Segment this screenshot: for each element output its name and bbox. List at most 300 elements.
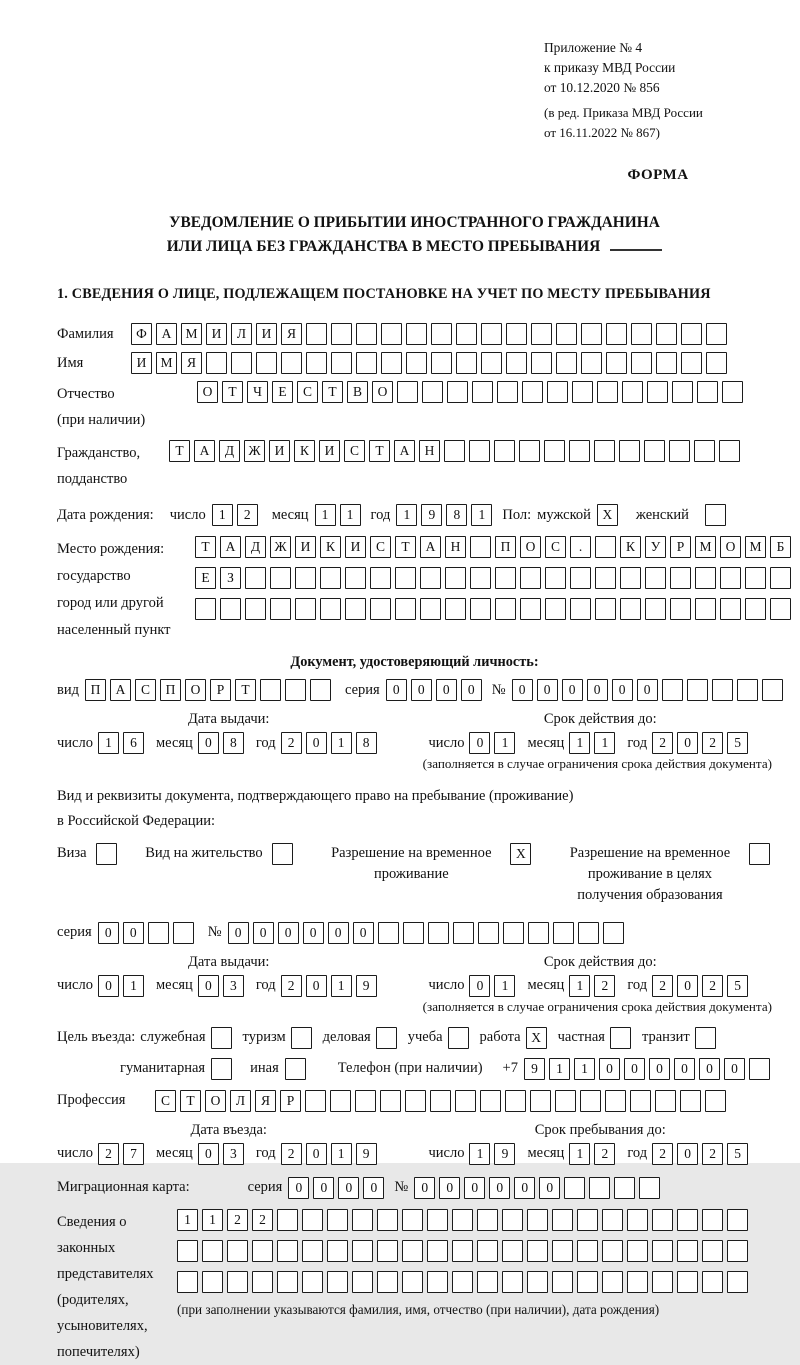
birth-place-char-cell[interactable] bbox=[695, 567, 716, 589]
profession-char-cell[interactable] bbox=[505, 1090, 526, 1112]
doc-type-char-cell[interactable] bbox=[260, 679, 281, 701]
profession-char-cell[interactable] bbox=[530, 1090, 551, 1112]
res-issue-month-cell[interactable]: 3 bbox=[223, 975, 244, 997]
birth-place-char-cell[interactable]: З bbox=[220, 567, 241, 589]
profession-char-cell[interactable] bbox=[605, 1090, 626, 1112]
representative-char-cell[interactable] bbox=[277, 1240, 298, 1262]
residence-permit-cell[interactable] bbox=[272, 843, 293, 865]
representative-char-cell[interactable] bbox=[227, 1271, 248, 1293]
profession-char-cell[interactable] bbox=[405, 1090, 426, 1112]
doc-number-cell[interactable] bbox=[662, 679, 683, 701]
birth-place-char-cell[interactable]: Б bbox=[770, 536, 791, 558]
representative-char-cell[interactable] bbox=[652, 1209, 673, 1231]
doc-number-cell[interactable] bbox=[737, 679, 758, 701]
stay-year-cell[interactable]: 5 bbox=[727, 1143, 748, 1165]
citizenship-char-cell[interactable] bbox=[519, 440, 540, 462]
representative-char-cell[interactable] bbox=[327, 1209, 348, 1231]
citizenship-char-cell[interactable]: А bbox=[394, 440, 415, 462]
birth-place-char-cell[interactable] bbox=[220, 598, 241, 620]
res-issue-year-cell[interactable]: 2 bbox=[281, 975, 302, 997]
res-number-cell[interactable]: 0 bbox=[253, 922, 274, 944]
patronymic-char-cell[interactable]: О bbox=[372, 381, 393, 403]
patronymic-char-cell[interactable]: Е bbox=[272, 381, 293, 403]
citizenship-char-cell[interactable]: Т bbox=[169, 440, 190, 462]
doc-type-char-cell[interactable]: Р bbox=[210, 679, 231, 701]
purpose-cell[interactable] bbox=[285, 1058, 306, 1080]
surname-char-cell[interactable]: Ф bbox=[131, 323, 152, 345]
representative-char-cell[interactable] bbox=[727, 1271, 748, 1293]
stay-day-cell[interactable]: 1 bbox=[469, 1143, 490, 1165]
birth-place-char-cell[interactable]: Т bbox=[395, 536, 416, 558]
surname-char-cell[interactable] bbox=[381, 323, 402, 345]
representative-char-cell[interactable] bbox=[527, 1240, 548, 1262]
mc-series-cell[interactable]: 0 bbox=[338, 1177, 359, 1199]
representative-char-cell[interactable] bbox=[652, 1271, 673, 1293]
birth-place-char-cell[interactable] bbox=[295, 598, 316, 620]
doc-number-cell[interactable]: 0 bbox=[612, 679, 633, 701]
res-issue-year-cell[interactable]: 9 bbox=[356, 975, 377, 997]
surname-char-cell[interactable] bbox=[481, 323, 502, 345]
representative-char-cell[interactable] bbox=[527, 1271, 548, 1293]
citizenship-char-cell[interactable] bbox=[719, 440, 740, 462]
purpose-cell[interactable] bbox=[376, 1027, 397, 1049]
representative-char-cell[interactable] bbox=[477, 1209, 498, 1231]
representative-char-cell[interactable] bbox=[402, 1271, 423, 1293]
birth-place-char-cell[interactable]: И bbox=[295, 536, 316, 558]
given-name-char-cell[interactable] bbox=[206, 352, 227, 374]
profession-char-cell[interactable] bbox=[305, 1090, 326, 1112]
representative-char-cell[interactable]: 1 bbox=[177, 1209, 198, 1231]
res-expiry-year-cell[interactable]: 0 bbox=[677, 975, 698, 997]
mc-number-cell[interactable]: 0 bbox=[489, 1177, 510, 1199]
given-name-char-cell[interactable] bbox=[631, 352, 652, 374]
patronymic-char-cell[interactable] bbox=[447, 381, 468, 403]
birth-place-char-cell[interactable]: С bbox=[370, 536, 391, 558]
representative-char-cell[interactable] bbox=[627, 1209, 648, 1231]
citizenship-char-cell[interactable] bbox=[644, 440, 665, 462]
patronymic-char-cell[interactable]: Т bbox=[322, 381, 343, 403]
representative-char-cell[interactable] bbox=[702, 1271, 723, 1293]
birth-month-cell[interactable]: 1 bbox=[340, 504, 361, 526]
representative-char-cell[interactable] bbox=[452, 1271, 473, 1293]
citizenship-char-cell[interactable]: А bbox=[194, 440, 215, 462]
representative-char-cell[interactable] bbox=[727, 1240, 748, 1262]
birth-place-char-cell[interactable] bbox=[320, 567, 341, 589]
patronymic-char-cell[interactable] bbox=[497, 381, 518, 403]
citizenship-char-cell[interactable] bbox=[694, 440, 715, 462]
surname-char-cell[interactable] bbox=[706, 323, 727, 345]
stay-year-cell[interactable]: 0 bbox=[677, 1143, 698, 1165]
birth-place-char-cell[interactable] bbox=[345, 567, 366, 589]
representative-char-cell[interactable] bbox=[502, 1240, 523, 1262]
purpose-cell[interactable] bbox=[448, 1027, 469, 1049]
surname-char-cell[interactable] bbox=[606, 323, 627, 345]
birth-place-char-cell[interactable] bbox=[545, 598, 566, 620]
res-number-cell[interactable] bbox=[453, 922, 474, 944]
representative-char-cell[interactable] bbox=[427, 1271, 448, 1293]
given-name-char-cell[interactable] bbox=[506, 352, 527, 374]
doc-expiry-month-cell[interactable]: 1 bbox=[569, 732, 590, 754]
mc-number-cell[interactable]: 0 bbox=[439, 1177, 460, 1199]
representative-char-cell[interactable] bbox=[652, 1240, 673, 1262]
birth-place-char-cell[interactable] bbox=[395, 598, 416, 620]
representative-char-cell[interactable] bbox=[477, 1271, 498, 1293]
citizenship-char-cell[interactable]: Ж bbox=[244, 440, 265, 462]
mc-number-cell[interactable] bbox=[589, 1177, 610, 1199]
surname-char-cell[interactable] bbox=[406, 323, 427, 345]
mc-number-cell[interactable] bbox=[614, 1177, 635, 1199]
profession-char-cell[interactable] bbox=[580, 1090, 601, 1112]
given-name-char-cell[interactable] bbox=[606, 352, 627, 374]
phone-digit-cell[interactable]: 0 bbox=[724, 1058, 745, 1080]
surname-char-cell[interactable] bbox=[456, 323, 477, 345]
res-issue-day-cell[interactable]: 1 bbox=[123, 975, 144, 997]
birth-year-cell[interactable]: 1 bbox=[396, 504, 417, 526]
representative-char-cell[interactable] bbox=[702, 1240, 723, 1262]
representative-char-cell[interactable] bbox=[627, 1240, 648, 1262]
citizenship-char-cell[interactable] bbox=[569, 440, 590, 462]
phone-digit-cell[interactable]: 0 bbox=[649, 1058, 670, 1080]
representative-char-cell[interactable] bbox=[627, 1271, 648, 1293]
given-name-char-cell[interactable] bbox=[356, 352, 377, 374]
given-name-char-cell[interactable] bbox=[556, 352, 577, 374]
birth-place-char-cell[interactable] bbox=[645, 567, 666, 589]
citizenship-char-cell[interactable]: И bbox=[319, 440, 340, 462]
doc-type-char-cell[interactable] bbox=[310, 679, 331, 701]
doc-number-cell[interactable] bbox=[762, 679, 783, 701]
patronymic-char-cell[interactable]: О bbox=[197, 381, 218, 403]
res-expiry-year-cell[interactable]: 2 bbox=[702, 975, 723, 997]
birth-place-char-cell[interactable] bbox=[495, 598, 516, 620]
doc-type-char-cell[interactable]: П bbox=[160, 679, 181, 701]
doc-issue-day-cell[interactable]: 6 bbox=[123, 732, 144, 754]
given-name-char-cell[interactable] bbox=[481, 352, 502, 374]
given-name-char-cell[interactable]: М bbox=[156, 352, 177, 374]
given-name-char-cell[interactable] bbox=[406, 352, 427, 374]
profession-char-cell[interactable]: О bbox=[205, 1090, 226, 1112]
birth-place-char-cell[interactable] bbox=[545, 567, 566, 589]
birth-place-char-cell[interactable]: П bbox=[495, 536, 516, 558]
doc-issue-year-cell[interactable]: 8 bbox=[356, 732, 377, 754]
purpose-cell[interactable] bbox=[291, 1027, 312, 1049]
doc-expiry-month-cell[interactable]: 1 bbox=[594, 732, 615, 754]
birth-place-char-cell[interactable] bbox=[670, 598, 691, 620]
mc-number-cell[interactable]: 0 bbox=[514, 1177, 535, 1199]
res-number-cell[interactable]: 0 bbox=[278, 922, 299, 944]
entry-year-cell[interactable]: 1 bbox=[331, 1143, 352, 1165]
phone-digit-cell[interactable]: 1 bbox=[549, 1058, 570, 1080]
birth-place-char-cell[interactable] bbox=[570, 567, 591, 589]
res-expiry-month-cell[interactable]: 1 bbox=[569, 975, 590, 997]
representative-char-cell[interactable] bbox=[177, 1240, 198, 1262]
res-number-cell[interactable]: 0 bbox=[228, 922, 249, 944]
representative-char-cell[interactable] bbox=[602, 1209, 623, 1231]
birth-place-char-cell[interactable] bbox=[670, 567, 691, 589]
representative-char-cell[interactable] bbox=[377, 1240, 398, 1262]
res-series-cell[interactable] bbox=[173, 922, 194, 944]
representative-char-cell[interactable] bbox=[452, 1240, 473, 1262]
representative-char-cell[interactable] bbox=[252, 1271, 273, 1293]
birth-place-char-cell[interactable] bbox=[720, 598, 741, 620]
citizenship-char-cell[interactable] bbox=[494, 440, 515, 462]
birth-place-char-cell[interactable] bbox=[370, 598, 391, 620]
res-number-cell[interactable] bbox=[603, 922, 624, 944]
representative-char-cell[interactable] bbox=[577, 1209, 598, 1231]
patronymic-char-cell[interactable] bbox=[397, 381, 418, 403]
profession-char-cell[interactable] bbox=[455, 1090, 476, 1112]
sex-male-cell[interactable]: X bbox=[597, 504, 618, 526]
purpose-cell[interactable] bbox=[610, 1027, 631, 1049]
representative-char-cell[interactable] bbox=[477, 1240, 498, 1262]
birth-place-char-cell[interactable] bbox=[595, 598, 616, 620]
birth-day-cell[interactable]: 2 bbox=[237, 504, 258, 526]
surname-char-cell[interactable] bbox=[581, 323, 602, 345]
representative-char-cell[interactable] bbox=[327, 1271, 348, 1293]
birth-place-char-cell[interactable] bbox=[470, 598, 491, 620]
birth-place-char-cell[interactable]: К bbox=[620, 536, 641, 558]
birth-place-char-cell[interactable] bbox=[495, 567, 516, 589]
doc-number-cell[interactable] bbox=[712, 679, 733, 701]
res-issue-day-cell[interactable]: 0 bbox=[98, 975, 119, 997]
patronymic-char-cell[interactable] bbox=[572, 381, 593, 403]
birth-place-char-cell[interactable] bbox=[445, 567, 466, 589]
birth-place-char-cell[interactable]: А bbox=[220, 536, 241, 558]
given-name-char-cell[interactable] bbox=[231, 352, 252, 374]
given-name-char-cell[interactable] bbox=[681, 352, 702, 374]
profession-char-cell[interactable] bbox=[655, 1090, 676, 1112]
doc-issue-year-cell[interactable]: 2 bbox=[281, 732, 302, 754]
doc-expiry-year-cell[interactable]: 0 bbox=[677, 732, 698, 754]
representative-char-cell[interactable] bbox=[502, 1209, 523, 1231]
citizenship-char-cell[interactable] bbox=[469, 440, 490, 462]
patronymic-char-cell[interactable] bbox=[622, 381, 643, 403]
citizenship-char-cell[interactable]: Т bbox=[369, 440, 390, 462]
stay-month-cell[interactable]: 1 bbox=[569, 1143, 590, 1165]
patronymic-char-cell[interactable] bbox=[647, 381, 668, 403]
representative-char-cell[interactable] bbox=[302, 1240, 323, 1262]
doc-issue-year-cell[interactable]: 0 bbox=[306, 732, 327, 754]
citizenship-char-cell[interactable] bbox=[669, 440, 690, 462]
birth-place-char-cell[interactable] bbox=[445, 598, 466, 620]
res-number-cell[interactable]: 0 bbox=[303, 922, 324, 944]
doc-number-cell[interactable]: 0 bbox=[637, 679, 658, 701]
profession-char-cell[interactable]: С bbox=[155, 1090, 176, 1112]
res-series-cell[interactable]: 0 bbox=[98, 922, 119, 944]
representative-char-cell[interactable]: 2 bbox=[252, 1209, 273, 1231]
res-number-cell[interactable] bbox=[378, 922, 399, 944]
doc-expiry-day-cell[interactable]: 0 bbox=[469, 732, 490, 754]
representative-char-cell[interactable] bbox=[702, 1209, 723, 1231]
birth-place-char-cell[interactable] bbox=[345, 598, 366, 620]
birth-place-char-cell[interactable] bbox=[620, 598, 641, 620]
temp-residence-cell[interactable]: X bbox=[510, 843, 531, 865]
given-name-char-cell[interactable] bbox=[581, 352, 602, 374]
profession-char-cell[interactable] bbox=[630, 1090, 651, 1112]
res-number-cell[interactable] bbox=[528, 922, 549, 944]
birth-place-char-cell[interactable] bbox=[770, 567, 791, 589]
birth-place-char-cell[interactable] bbox=[620, 567, 641, 589]
res-number-cell[interactable]: 0 bbox=[353, 922, 374, 944]
patronymic-char-cell[interactable] bbox=[672, 381, 693, 403]
patronymic-char-cell[interactable] bbox=[697, 381, 718, 403]
representative-char-cell[interactable] bbox=[602, 1240, 623, 1262]
birth-place-char-cell[interactable] bbox=[395, 567, 416, 589]
stay-month-cell[interactable]: 2 bbox=[594, 1143, 615, 1165]
purpose-cell[interactable] bbox=[211, 1027, 232, 1049]
given-name-char-cell[interactable]: И bbox=[131, 352, 152, 374]
representative-char-cell[interactable] bbox=[327, 1240, 348, 1262]
doc-series-cell[interactable]: 0 bbox=[386, 679, 407, 701]
doc-type-char-cell[interactable]: А bbox=[110, 679, 131, 701]
doc-issue-year-cell[interactable]: 1 bbox=[331, 732, 352, 754]
surname-char-cell[interactable] bbox=[681, 323, 702, 345]
birth-place-char-cell[interactable]: С bbox=[545, 536, 566, 558]
representative-char-cell[interactable] bbox=[677, 1240, 698, 1262]
birth-place-char-cell[interactable] bbox=[270, 598, 291, 620]
patronymic-char-cell[interactable]: Т bbox=[222, 381, 243, 403]
birth-place-char-cell[interactable] bbox=[195, 598, 216, 620]
doc-expiry-day-cell[interactable]: 1 bbox=[494, 732, 515, 754]
mc-number-cell[interactable]: 0 bbox=[539, 1177, 560, 1199]
representative-char-cell[interactable] bbox=[677, 1271, 698, 1293]
res-expiry-year-cell[interactable]: 5 bbox=[727, 975, 748, 997]
representative-char-cell[interactable] bbox=[202, 1240, 223, 1262]
surname-char-cell[interactable]: Л bbox=[231, 323, 252, 345]
res-series-cell[interactable]: 0 bbox=[123, 922, 144, 944]
surname-char-cell[interactable]: Я bbox=[281, 323, 302, 345]
res-expiry-month-cell[interactable]: 2 bbox=[594, 975, 615, 997]
birth-place-char-cell[interactable]: У bbox=[645, 536, 666, 558]
phone-digit-cell[interactable]: 9 bbox=[524, 1058, 545, 1080]
entry-year-cell[interactable]: 9 bbox=[356, 1143, 377, 1165]
patronymic-char-cell[interactable]: С bbox=[297, 381, 318, 403]
profession-char-cell[interactable]: Л bbox=[230, 1090, 251, 1112]
mc-number-cell[interactable]: 0 bbox=[464, 1177, 485, 1199]
entry-month-cell[interactable]: 3 bbox=[223, 1143, 244, 1165]
res-expiry-year-cell[interactable]: 2 bbox=[652, 975, 673, 997]
patronymic-char-cell[interactable] bbox=[547, 381, 568, 403]
birth-place-char-cell[interactable] bbox=[520, 567, 541, 589]
representative-char-cell[interactable] bbox=[377, 1209, 398, 1231]
birth-place-char-cell[interactable] bbox=[770, 598, 791, 620]
surname-char-cell[interactable] bbox=[356, 323, 377, 345]
representative-char-cell[interactable] bbox=[302, 1271, 323, 1293]
patronymic-char-cell[interactable] bbox=[472, 381, 493, 403]
doc-expiry-year-cell[interactable]: 5 bbox=[727, 732, 748, 754]
doc-number-cell[interactable]: 0 bbox=[537, 679, 558, 701]
birth-place-char-cell[interactable] bbox=[245, 567, 266, 589]
profession-char-cell[interactable]: Р bbox=[280, 1090, 301, 1112]
res-number-cell[interactable]: 0 bbox=[328, 922, 349, 944]
doc-type-char-cell[interactable] bbox=[285, 679, 306, 701]
birth-place-char-cell[interactable] bbox=[645, 598, 666, 620]
birth-place-char-cell[interactable]: М bbox=[745, 536, 766, 558]
stay-year-cell[interactable]: 2 bbox=[652, 1143, 673, 1165]
surname-char-cell[interactable]: А bbox=[156, 323, 177, 345]
sex-female-cell[interactable] bbox=[705, 504, 726, 526]
birth-place-char-cell[interactable]: О bbox=[520, 536, 541, 558]
profession-char-cell[interactable] bbox=[680, 1090, 701, 1112]
citizenship-char-cell[interactable]: Д bbox=[219, 440, 240, 462]
birth-month-cell[interactable]: 1 bbox=[315, 504, 336, 526]
birth-place-char-cell[interactable] bbox=[745, 567, 766, 589]
birth-day-cell[interactable]: 1 bbox=[212, 504, 233, 526]
birth-place-char-cell[interactable]: Н bbox=[445, 536, 466, 558]
birth-place-char-cell[interactable] bbox=[370, 567, 391, 589]
given-name-char-cell[interactable] bbox=[306, 352, 327, 374]
res-number-cell[interactable] bbox=[478, 922, 499, 944]
birth-place-char-cell[interactable]: А bbox=[420, 536, 441, 558]
surname-char-cell[interactable] bbox=[431, 323, 452, 345]
given-name-char-cell[interactable]: Я bbox=[181, 352, 202, 374]
stay-year-cell[interactable]: 2 bbox=[702, 1143, 723, 1165]
representative-char-cell[interactable] bbox=[402, 1240, 423, 1262]
birth-year-cell[interactable]: 8 bbox=[446, 504, 467, 526]
entry-day-cell[interactable]: 7 bbox=[123, 1143, 144, 1165]
purpose-cell[interactable] bbox=[211, 1058, 232, 1080]
representative-char-cell[interactable] bbox=[727, 1209, 748, 1231]
profession-char-cell[interactable]: Я bbox=[255, 1090, 276, 1112]
res-issue-year-cell[interactable]: 0 bbox=[306, 975, 327, 997]
birth-place-char-cell[interactable]: Д bbox=[245, 536, 266, 558]
surname-char-cell[interactable] bbox=[531, 323, 552, 345]
mc-series-cell[interactable]: 0 bbox=[313, 1177, 334, 1199]
representative-char-cell[interactable] bbox=[377, 1271, 398, 1293]
representative-char-cell[interactable] bbox=[602, 1271, 623, 1293]
res-issue-year-cell[interactable]: 1 bbox=[331, 975, 352, 997]
doc-number-cell[interactable] bbox=[687, 679, 708, 701]
representative-char-cell[interactable] bbox=[302, 1209, 323, 1231]
phone-digit-cell[interactable]: 1 bbox=[574, 1058, 595, 1080]
doc-series-cell[interactable]: 0 bbox=[436, 679, 457, 701]
doc-expiry-year-cell[interactable]: 2 bbox=[652, 732, 673, 754]
birth-place-char-cell[interactable]: К bbox=[320, 536, 341, 558]
representative-char-cell[interactable] bbox=[427, 1240, 448, 1262]
given-name-char-cell[interactable] bbox=[381, 352, 402, 374]
doc-series-cell[interactable]: 0 bbox=[461, 679, 482, 701]
patronymic-char-cell[interactable] bbox=[422, 381, 443, 403]
doc-issue-month-cell[interactable]: 8 bbox=[223, 732, 244, 754]
surname-char-cell[interactable] bbox=[631, 323, 652, 345]
phone-digit-cell[interactable]: 0 bbox=[624, 1058, 645, 1080]
birth-place-char-cell[interactable] bbox=[595, 536, 616, 558]
given-name-char-cell[interactable] bbox=[656, 352, 677, 374]
birth-place-char-cell[interactable] bbox=[695, 598, 716, 620]
representative-char-cell[interactable] bbox=[577, 1271, 598, 1293]
birth-place-char-cell[interactable] bbox=[245, 598, 266, 620]
res-number-cell[interactable] bbox=[553, 922, 574, 944]
mc-number-cell[interactable] bbox=[639, 1177, 660, 1199]
birth-place-char-cell[interactable]: И bbox=[345, 536, 366, 558]
representative-char-cell[interactable] bbox=[552, 1271, 573, 1293]
doc-type-char-cell[interactable]: С bbox=[135, 679, 156, 701]
citizenship-char-cell[interactable] bbox=[619, 440, 640, 462]
birth-place-char-cell[interactable] bbox=[470, 567, 491, 589]
representative-char-cell[interactable] bbox=[352, 1271, 373, 1293]
purpose-cell[interactable] bbox=[695, 1027, 716, 1049]
entry-month-cell[interactable]: 0 bbox=[198, 1143, 219, 1165]
patronymic-char-cell[interactable] bbox=[722, 381, 743, 403]
birth-place-char-cell[interactable] bbox=[295, 567, 316, 589]
representative-char-cell[interactable] bbox=[452, 1209, 473, 1231]
doc-series-cell[interactable]: 0 bbox=[411, 679, 432, 701]
citizenship-char-cell[interactable]: И bbox=[269, 440, 290, 462]
doc-number-cell[interactable]: 0 bbox=[562, 679, 583, 701]
profession-char-cell[interactable] bbox=[705, 1090, 726, 1112]
patronymic-char-cell[interactable] bbox=[522, 381, 543, 403]
representative-char-cell[interactable] bbox=[277, 1209, 298, 1231]
res-series-cell[interactable] bbox=[148, 922, 169, 944]
